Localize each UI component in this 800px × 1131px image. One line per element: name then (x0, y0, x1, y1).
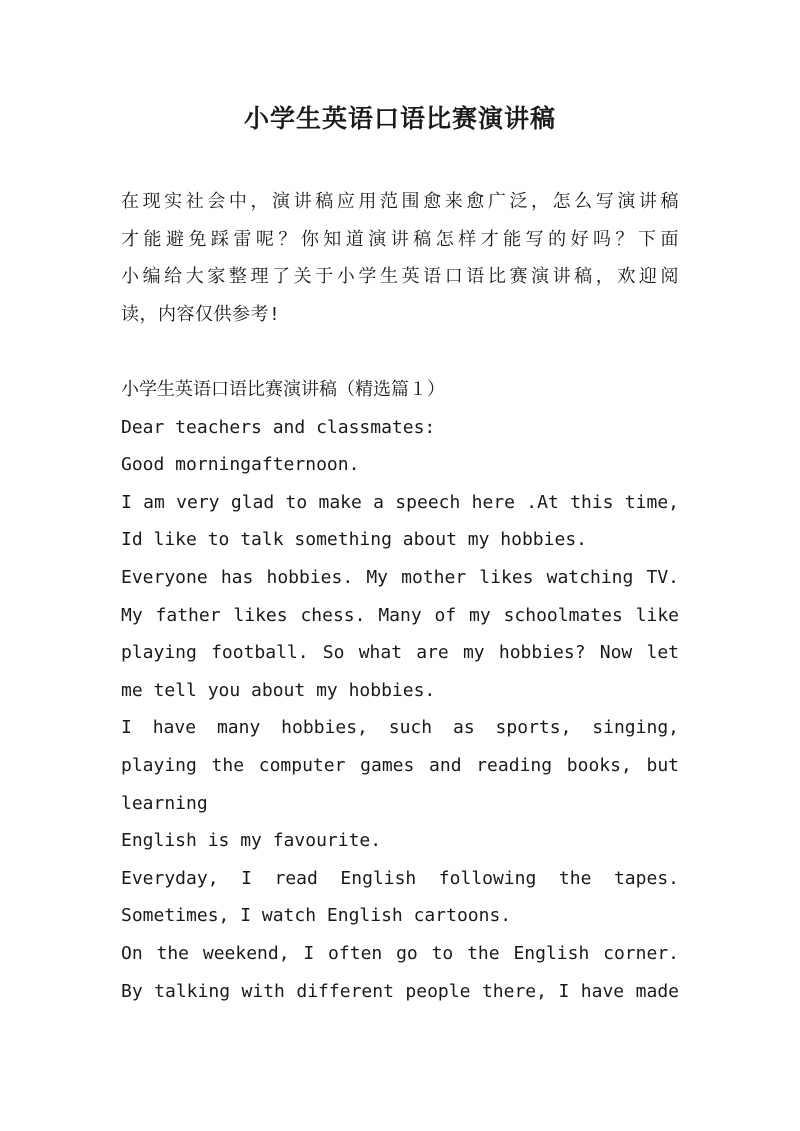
section-heading: 小学生英语口语比赛演讲稿（精选篇１） (121, 379, 445, 400)
speech-line: I am very glad to make a speech here .At this time, (121, 491, 679, 513)
speech-line: I have many hobbies, such as sports, singing, (121, 717, 679, 739)
speech-line: Everyone has hobbies. My mother likes watching TV. (121, 566, 679, 588)
speech-line: playing the computer games and reading books, but (121, 754, 679, 776)
intro-line: 在现实社会中，演讲稿应用范围愈来愈广泛，怎么写演讲稿 (121, 191, 679, 212)
speech-line: Sometimes, I watch English cartoons. (121, 905, 512, 927)
document-title: 小学生英语口语比赛演讲稿 (243, 104, 556, 133)
speech-section (121, 371, 679, 1010)
speech-line: playing football. So what are my hobbies? Now let (121, 642, 679, 664)
speech-line: Dear teachers and classmates: (121, 416, 436, 438)
speech-line: By talking with different people there, I have made (121, 980, 679, 1002)
intro-line: 读，内容仅供参考! (121, 303, 281, 325)
speech-line: learning (121, 792, 208, 814)
speech-line: Everyday, I read English following the tapes. (121, 867, 679, 889)
speech-line: On the weekend, I often go to the English corner. (121, 942, 679, 964)
speech-line: English is my favourite. (121, 830, 382, 852)
speech-line: Id like to talk something about my hobbies. (121, 529, 587, 551)
speech-line: me tell you about my hobbies. (121, 679, 436, 701)
intro-line: 小编给大家整理了关于小学生英语口语比赛演讲稿，欢迎阅 (121, 266, 679, 288)
speech-line: Good morningafternoon. (121, 454, 360, 476)
intro-paragraph (121, 183, 679, 333)
intro-line: 才能避免踩雷呢？你知道演讲稿怎样才能写的好吗？下面 (121, 228, 679, 250)
speech-line: My father likes chess. Many of my schoolmates like (121, 604, 679, 626)
